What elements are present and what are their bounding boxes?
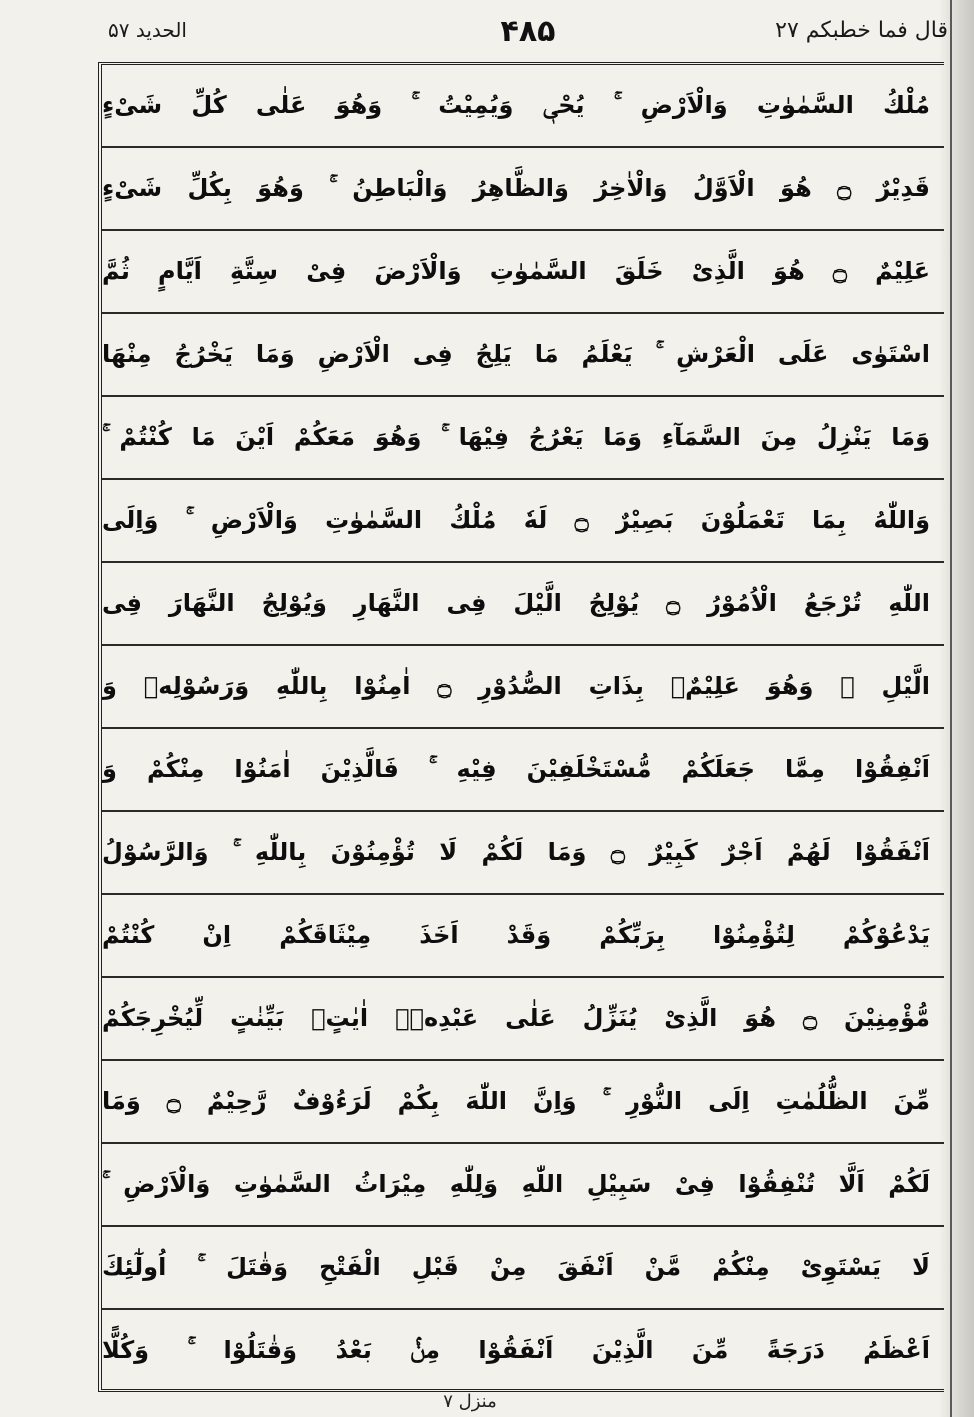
text-line bbox=[102, 729, 944, 812]
header-juz-name: قال فما خطبكم ۲۷ bbox=[775, 18, 948, 43]
text-line bbox=[102, 314, 944, 397]
text-line bbox=[102, 1144, 944, 1227]
line-text: یَدْعُوْكُمْ لِتُؤْمِنُوْا بِرَبِّكُمْ وَقَدْ اَخَذَ مِیْثَاقَكُمْ اِنْ كُنْتُمْ bbox=[102, 921, 930, 949]
page-footer-manzil: منزل ۷ bbox=[443, 1391, 497, 1412]
text-line bbox=[102, 812, 944, 895]
line-text: اَعْظَمُ دَرَجَةً مِّنَ الَّذِیْنَ اَنْفَقُوْا مِنْۢ بَعْدُ وَقٰتَلُوْا ۚ وَكُلًّا bbox=[102, 1336, 930, 1364]
line-text: وَاللّٰهُ بِمَا تَعْمَلُوْنَ بَصِیْرٌ ۝ لَهٗ مُلْكُ السَّمٰوٰتِ وَالْاَرْضِ ۚ وَاِلَی bbox=[102, 506, 930, 534]
text-line bbox=[102, 1061, 944, 1144]
line-text: وَمَا یَنْزِلُ مِنَ السَّمَآءِ وَمَا یَعْرُجُ فِیْهَا ۚ وَهُوَ مَعَكُمْ اَیْنَ مَا كُنْتُمْ ۚ bbox=[102, 423, 930, 451]
line-text: لَكُمْ اَلَّا تُنْفِقُوْا فِیْ سَبِیْلِ اللّٰهِ وَلِلّٰهِ مِیْرَاثُ السَّمٰوٰتِ وَالْاَرْضِ ۚ bbox=[102, 1170, 930, 1198]
line-text: مُّؤْمِنِیْنَ ۝ هُوَ الَّذِیْ یُنَزِّلُ عَلٰی عَبْدِهٖۤ اٰیٰتٍۭ بَیِّنٰتٍ لِّیُخْرِجَكُمْ bbox=[102, 1004, 930, 1032]
line-text: لَا یَسْتَوِیْ مِنْكُمْ مَّنْ اَنْفَقَ مِنْ قَبْلِ الْفَتْحِ وَقٰتَلَ ۚ اُولٰٓئِكَ bbox=[102, 1253, 930, 1281]
text-frame bbox=[98, 62, 944, 1392]
text-line bbox=[102, 1227, 944, 1310]
text-line bbox=[102, 646, 944, 729]
line-text: مُلْكُ السَّمٰوٰتِ وَالْاَرْضِ ۚ یُحْیٖ وَیُمِیْتُ ۚ وَهُوَ عَلٰی كُلِّ شَیْءٍ bbox=[102, 91, 930, 119]
line-text: اللّٰهِ تُرْجَعُ الْاُمُوْرُ ۝ یُوْلِجُ الَّیْلَ فِی النَّهَارِ وَیُوْلِجُ النَّهَارَ فِی bbox=[102, 589, 930, 617]
header-page-number: ۴۸۵ bbox=[500, 14, 556, 49]
page-header bbox=[108, 14, 948, 58]
line-text: اَنْفَقُوْا لَهُمْ اَجْرٌ كَبِیْرٌ ۝ وَمَا لَكُمْ لَا تُؤْمِنُوْنَ بِاللّٰهِ ۚ وَالرَّسُوْلُ bbox=[102, 838, 931, 866]
line-text: مِّنَ الظُّلُمٰتِ اِلَی النُّوْرِ ۚ وَاِنَّ اللّٰهَ بِكُمْ لَرَءُوْفٌ رَّحِیْمٌ ۝ وَمَا bbox=[102, 1087, 930, 1115]
line-text: عَلِیْمٌ ۝ هُوَ الَّذِیْ خَلَقَ السَّمٰوٰتِ وَالْاَرْضَ فِیْ سِتَّةِ اَیَّامٍ ثُمَّ bbox=[102, 257, 930, 285]
text-lines bbox=[102, 65, 944, 1389]
text-line bbox=[102, 563, 944, 646]
text-line bbox=[102, 65, 944, 148]
text-line bbox=[102, 148, 944, 231]
text-line bbox=[102, 978, 944, 1061]
text-line bbox=[102, 480, 944, 563]
line-text: اَنْفِقُوْا مِمَّا جَعَلَكُمْ مُّسْتَخْلَفِیْنَ فِیْهِ ۚ فَالَّذِیْنَ اٰمَنُوْا مِنْكُمْ وَ bbox=[102, 755, 930, 783]
text-line bbox=[102, 397, 944, 480]
line-text: قَدِیْرٌ ۝ هُوَ الْاَوَّلُ وَالْاٰخِرُ وَالظَّاهِرُ وَالْبَاطِنُ ۚ وَهُوَ بِكُلِّ شَیْءٍ bbox=[102, 174, 931, 202]
text-line bbox=[102, 1310, 944, 1393]
line-text: اسْتَوٰی عَلَی الْعَرْشِ ۚ یَعْلَمُ مَا یَلِجُ فِی الْاَرْضِ وَمَا یَخْرُجُ مِنْهَا bbox=[102, 340, 930, 368]
binding-line bbox=[950, 0, 952, 1417]
line-text: الَّیْلِ ۚ وَهُوَ عَلِیْمٌۢ بِذَاتِ الصُّدُوْرِ ۝ اٰمِنُوْا بِاللّٰهِ وَرَسُوْلِهٖ وَ bbox=[102, 672, 930, 700]
text-line bbox=[102, 231, 944, 314]
header-surah-name: الحدید ۵۷ bbox=[108, 18, 187, 42]
page-binding-edge bbox=[940, 0, 974, 1417]
text-line bbox=[102, 895, 944, 978]
